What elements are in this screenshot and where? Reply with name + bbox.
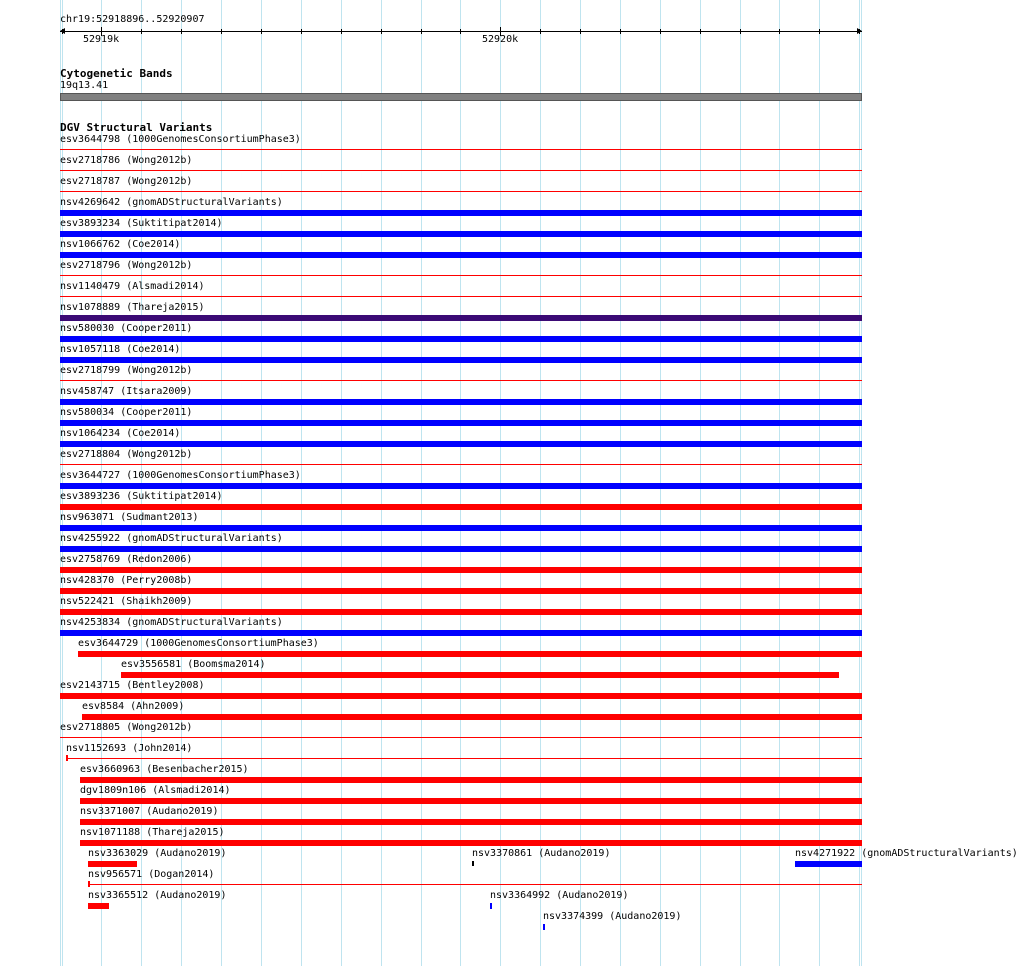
dgv-feature-label[interactable]: nsv522421 (Shaikh2009): [60, 596, 193, 607]
dgv-feature-label[interactable]: esv3660963 (Besenbacher2015): [80, 764, 249, 775]
dgv-feature-bar[interactable]: [80, 777, 862, 783]
dgv-feature-bar[interactable]: [60, 252, 862, 258]
locus-label: chr19:52918896..52920907: [60, 14, 205, 25]
dgv-feature-label[interactable]: esv2143715 (Bentley2008): [60, 680, 205, 691]
dgv-feature-bar[interactable]: [60, 170, 862, 171]
dgv-feature-bar[interactable]: [60, 210, 862, 216]
dgv-feature-bar[interactable]: [60, 630, 862, 636]
dgv-feature-bar[interactable]: [82, 714, 862, 720]
ruler-minor-tick: [62, 29, 63, 34]
dgv-feature-label[interactable]: esv2758769 (Redon2006): [60, 554, 193, 565]
ruler-minor-tick: [700, 29, 701, 34]
dgv-feature-start-cap: [88, 881, 90, 887]
dgv-feature-label[interactable]: nsv3370861 (Audano2019): [472, 848, 611, 859]
dgv-feature-bar[interactable]: [88, 861, 137, 867]
ruler-minor-tick: [779, 29, 780, 34]
dgv-feature-label[interactable]: nsv956571 (Dogan2014): [88, 869, 215, 880]
dgv-feature-bar[interactable]: [60, 609, 862, 615]
dgv-feature-label[interactable]: esv2718796 (Wong2012b): [60, 260, 193, 271]
dgv-feature-label[interactable]: nsv1152693 (John2014): [66, 743, 193, 754]
dgv-feature-bar[interactable]: [60, 693, 862, 699]
ruler-tick-label: 52920k: [482, 34, 519, 45]
dgv-feature-bar[interactable]: [60, 380, 862, 381]
dgv-feature-label[interactable]: nsv3374399 (Audano2019): [543, 911, 682, 922]
dgv-feature-bar[interactable]: [60, 315, 862, 321]
dgv-feature-bar[interactable]: [60, 567, 862, 573]
dgv-feature-bar[interactable]: [60, 464, 862, 465]
dgv-feature-label[interactable]: esv3893236 (Suktitipat2014): [60, 491, 223, 502]
dgv-feature-bar[interactable]: [80, 819, 862, 825]
ruler-minor-tick: [460, 29, 461, 34]
dgv-feature-bar[interactable]: [60, 546, 862, 552]
dgv-feature-bar[interactable]: [543, 924, 545, 930]
dgv-feature-bar[interactable]: [121, 672, 839, 678]
dgv-feature-bar[interactable]: [472, 861, 474, 866]
ruler-tick-label: 52919k: [83, 34, 120, 45]
dgv-feature-label[interactable]: nsv1064234 (Coe2014): [60, 428, 181, 439]
dgv-feature-label[interactable]: nsv4253834 (gnomADStructuralVariants): [60, 617, 283, 628]
dgv-feature-bar[interactable]: [60, 504, 862, 510]
dgv-feature-bar[interactable]: [60, 231, 862, 237]
dgv-track-title: DGV Structural Variants: [60, 121, 213, 134]
dgv-feature-bar[interactable]: [490, 903, 492, 909]
dgv-feature-start-cap: [66, 755, 68, 761]
dgv-feature-bar[interactable]: [60, 483, 862, 489]
ruler-minor-tick: [341, 29, 342, 34]
dgv-feature-label[interactable]: nsv458747 (Itsara2009): [60, 386, 193, 397]
dgv-feature-label[interactable]: esv3644798 (1000GenomesConsortiumPhase3): [60, 134, 301, 145]
dgv-feature-bar[interactable]: [60, 296, 862, 297]
dgv-feature-label[interactable]: nsv1140479 (Alsmadi2014): [60, 281, 205, 292]
dgv-feature-bar[interactable]: [60, 191, 862, 192]
dgv-feature-bar[interactable]: [66, 758, 862, 759]
dgv-feature-bar[interactable]: [78, 651, 862, 657]
dgv-feature-label[interactable]: nsv4271922 (gnomADStructuralVariants): [795, 848, 1018, 859]
dgv-feature-bar[interactable]: [60, 525, 862, 531]
dgv-feature-label[interactable]: nsv3365512 (Audano2019): [88, 890, 227, 901]
ruler-minor-tick: [859, 29, 860, 34]
dgv-feature-bar[interactable]: [80, 840, 862, 846]
dgv-feature-label[interactable]: esv2718805 (Wong2012b): [60, 722, 193, 733]
dgv-feature-bar[interactable]: [88, 903, 109, 909]
dgv-feature-label[interactable]: nsv3363029 (Audano2019): [88, 848, 227, 859]
ruler-minor-tick: [141, 29, 142, 34]
ruler-minor-tick: [740, 29, 741, 34]
dgv-feature-label[interactable]: nsv580034 (Cooper2011): [60, 407, 193, 418]
dgv-feature-bar[interactable]: [60, 149, 862, 150]
dgv-feature-bar[interactable]: [60, 336, 862, 342]
dgv-feature-bar[interactable]: [80, 798, 862, 804]
dgv-feature-label[interactable]: nsv580030 (Cooper2011): [60, 323, 193, 334]
ruler-minor-tick: [381, 29, 382, 34]
dgv-feature-label[interactable]: dgv1809n106 (Alsmadi2014): [80, 785, 231, 796]
ruler-minor-tick: [540, 29, 541, 34]
dgv-feature-label[interactable]: esv2718804 (Wong2012b): [60, 449, 193, 460]
dgv-feature-label[interactable]: nsv1057118 (Coe2014): [60, 344, 181, 355]
dgv-feature-bar[interactable]: [795, 861, 862, 867]
ruler-minor-tick: [620, 29, 621, 34]
dgv-feature-label[interactable]: esv8584 (Ahn2009): [82, 701, 185, 712]
dgv-feature-label[interactable]: esv2718799 (Wong2012b): [60, 365, 193, 376]
ruler-minor-tick: [421, 29, 422, 34]
ruler-minor-tick: [221, 29, 222, 34]
cytoband-bar[interactable]: [60, 93, 862, 101]
dgv-feature-label[interactable]: esv2718787 (Wong2012b): [60, 176, 193, 187]
cytoband-label: 19q13.41: [60, 80, 109, 91]
ruler-minor-tick: [819, 29, 820, 34]
dgv-feature-bar[interactable]: [60, 737, 862, 738]
dgv-feature-label[interactable]: nsv1071188 (Thareja2015): [80, 827, 225, 838]
ruler-minor-tick: [261, 29, 262, 34]
dgv-feature-label[interactable]: nsv963071 (Sudmant2013): [60, 512, 199, 523]
dgv-feature-label[interactable]: esv3644727 (1000GenomesConsortiumPhase3): [60, 470, 301, 481]
ruler-minor-tick: [660, 29, 661, 34]
cytoband-track-title: Cytogenetic Bands: [60, 67, 173, 80]
dgv-feature-bar[interactable]: [60, 399, 862, 405]
ruler-minor-tick: [181, 29, 182, 34]
dgv-feature-label[interactable]: esv3556581 (Boomsma2014): [121, 659, 266, 670]
dgv-feature-bar[interactable]: [60, 275, 862, 276]
dgv-feature-label[interactable]: nsv1066762 (Coe2014): [60, 239, 181, 250]
dgv-feature-label[interactable]: nsv1078889 (Thareja2015): [60, 302, 205, 313]
dgv-feature-label[interactable]: nsv3371007 (Audano2019): [80, 806, 219, 817]
dgv-feature-bar[interactable]: [60, 420, 862, 426]
dgv-feature-label[interactable]: esv3644729 (1000GenomesConsortiumPhase3): [78, 638, 319, 649]
dgv-feature-label[interactable]: esv3893234 (Suktitipat2014): [60, 218, 223, 229]
dgv-feature-label[interactable]: nsv4269642 (gnomADStructuralVariants): [60, 197, 283, 208]
ruler-minor-tick: [580, 29, 581, 34]
ruler-minor-tick: [301, 29, 302, 34]
dgv-feature-label[interactable]: esv2718786 (Wong2012b): [60, 155, 193, 166]
dgv-feature-bar[interactable]: [60, 588, 862, 594]
dgv-feature-bar[interactable]: [60, 441, 862, 447]
dgv-feature-bar[interactable]: [60, 357, 862, 363]
dgv-feature-label[interactable]: nsv428370 (Perry2008b): [60, 575, 193, 586]
dgv-feature-label[interactable]: nsv3364992 (Audano2019): [490, 890, 629, 901]
dgv-feature-label[interactable]: nsv4255922 (gnomADStructuralVariants): [60, 533, 283, 544]
dgv-feature-bar[interactable]: [88, 884, 862, 885]
